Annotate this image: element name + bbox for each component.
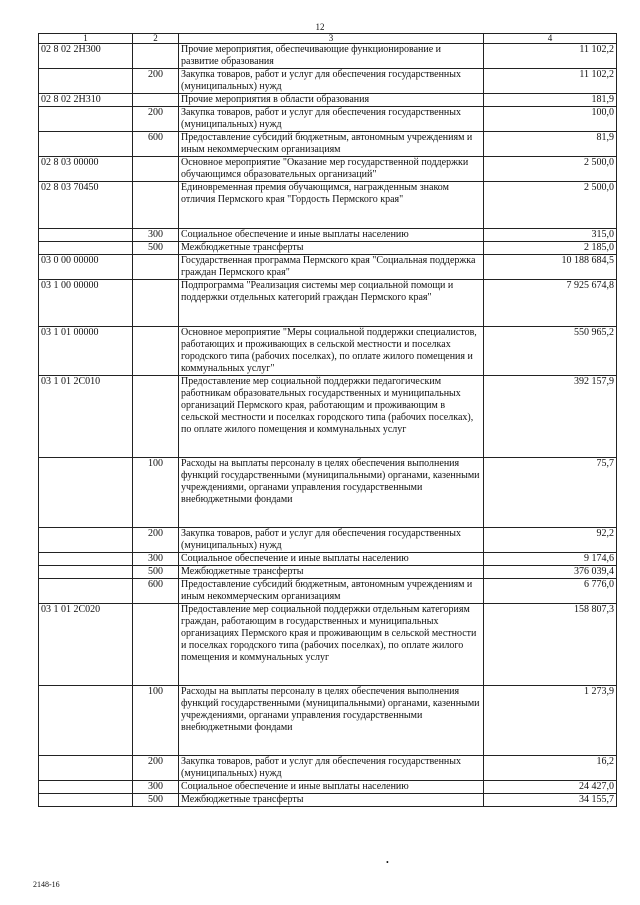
amount-cell: 7 925 674,8 xyxy=(484,280,617,327)
footer-mark: • xyxy=(386,858,389,867)
expense-type-cell xyxy=(133,280,179,327)
table-row xyxy=(39,781,617,794)
amount-cell: 2 185,0 xyxy=(484,242,617,255)
amount-cell: 392 157,9 xyxy=(484,376,617,458)
code-cell: 03 1 01 2С010 xyxy=(39,376,133,458)
table-row xyxy=(39,242,617,255)
expense-type-cell: 600 xyxy=(133,132,179,157)
expense-type-cell: 200 xyxy=(133,756,179,781)
table-row xyxy=(39,182,617,229)
name-cell: Предоставление субсидий бюджетным, автономным учреждениям и иным некоммерческим организациям xyxy=(179,132,484,157)
code-cell xyxy=(39,553,133,566)
table-row xyxy=(39,255,617,280)
name-cell: Расходы на выплаты персоналу в целях обеспечения выполнения функций государственными (муниципальными) органами, казенными учреждениями, органами управления государственными внебюджетными фондами xyxy=(179,686,484,756)
expense-type-cell: 500 xyxy=(133,566,179,579)
name-cell: Расходы на выплаты персоналу в целях обеспечения выполнения функций государственными (муниципальными) органами, казенными учреждениями, органами управления государственными внебюджетными фондами xyxy=(179,458,484,528)
table-row xyxy=(39,69,617,94)
name-cell: Межбюджетные трансферты xyxy=(179,566,484,579)
column-header-1: 1 xyxy=(39,34,133,44)
header-row xyxy=(39,34,617,44)
amount-cell: 92,2 xyxy=(484,528,617,553)
name-cell: Основное мероприятие "Оказание мер государственной поддержки обучающимся образовательных организаций" xyxy=(179,157,484,182)
name-cell: Межбюджетные трансферты xyxy=(179,242,484,255)
table-row xyxy=(39,94,617,107)
table-row xyxy=(39,604,617,686)
table-row xyxy=(39,44,617,69)
code-cell xyxy=(39,132,133,157)
table-row xyxy=(39,553,617,566)
column-header-3: 3 xyxy=(179,34,484,44)
expense-type-cell: 200 xyxy=(133,69,179,94)
expense-type-cell: 200 xyxy=(133,107,179,132)
amount-cell: 10 188 684,5 xyxy=(484,255,617,280)
amount-cell: 1 273,9 xyxy=(484,686,617,756)
expense-type-cell xyxy=(133,44,179,69)
code-cell xyxy=(39,756,133,781)
amount-cell: 158 807,3 xyxy=(484,604,617,686)
amount-cell: 376 039,4 xyxy=(484,566,617,579)
expense-type-cell xyxy=(133,94,179,107)
table-row xyxy=(39,107,617,132)
budget-table xyxy=(38,33,617,807)
code-cell xyxy=(39,229,133,242)
expense-type-cell xyxy=(133,604,179,686)
amount-cell: 81,9 xyxy=(484,132,617,157)
expense-type-cell xyxy=(133,376,179,458)
table-row xyxy=(39,280,617,327)
expense-type-cell: 300 xyxy=(133,781,179,794)
table-row xyxy=(39,566,617,579)
name-cell: Прочие мероприятия, обеспечивающие функционирование и развитие образования xyxy=(179,44,484,69)
table-row xyxy=(39,229,617,242)
name-cell: Государственная программа Пермского края "Социальная поддержка граждан Пермского края" xyxy=(179,255,484,280)
expense-type-cell: 500 xyxy=(133,794,179,807)
code-cell xyxy=(39,579,133,604)
name-cell: Предоставление субсидий бюджетным, автономным учреждениям и иным некоммерческим организациям xyxy=(179,579,484,604)
name-cell: Межбюджетные трансферты xyxy=(179,794,484,807)
table-row xyxy=(39,132,617,157)
expense-type-cell: 200 xyxy=(133,528,179,553)
expense-type-cell xyxy=(133,182,179,229)
amount-cell: 315,0 xyxy=(484,229,617,242)
name-cell: Социальное обеспечение и иные выплаты населению xyxy=(179,229,484,242)
amount-cell: 75,7 xyxy=(484,458,617,528)
code-cell: 03 1 00 00000 xyxy=(39,280,133,327)
code-cell: 02 8 02 2Н310 xyxy=(39,94,133,107)
amount-cell: 550 965,2 xyxy=(484,327,617,376)
code-cell xyxy=(39,69,133,94)
amount-cell: 24 427,0 xyxy=(484,781,617,794)
page-number: 12 xyxy=(315,22,325,32)
amount-cell: 9 174,6 xyxy=(484,553,617,566)
expense-type-cell: 100 xyxy=(133,686,179,756)
footer-document-code: 2148-16 xyxy=(33,880,60,889)
column-header-2: 2 xyxy=(133,34,179,44)
name-cell: Предоставление мер социальной поддержки отдельным категориям граждан, работающим в государственных и муниципальных организациях Пермского края и проживающим в сельской местности и поселках городского типа (рабочих поселках), по оплате жилого помещения и коммунальных услуг xyxy=(179,604,484,686)
amount-cell: 2 500,0 xyxy=(484,157,617,182)
name-cell: Закупка товаров, работ и услуг для обеспечения государственных (муниципальных) нужд xyxy=(179,756,484,781)
code-cell xyxy=(39,781,133,794)
name-cell: Предоставление мер социальной поддержки педагогическим работникам образовательных государственных и муниципальных организаций Пермского края, работающим и проживающим в сельской местности и поселках городского типа (рабочих поселках), по оплате жилого помещения и коммунальных услуг xyxy=(179,376,484,458)
table-row xyxy=(39,579,617,604)
name-cell: Прочие мероприятия в области образования xyxy=(179,94,484,107)
expense-type-cell xyxy=(133,327,179,376)
expense-type-cell: 100 xyxy=(133,458,179,528)
expense-type-cell: 500 xyxy=(133,242,179,255)
amount-cell: 34 155,7 xyxy=(484,794,617,807)
expense-type-cell: 300 xyxy=(133,229,179,242)
table-row xyxy=(39,686,617,756)
amount-cell: 11 102,2 xyxy=(484,69,617,94)
expense-type-cell: 300 xyxy=(133,553,179,566)
table-row xyxy=(39,458,617,528)
amount-cell: 2 500,0 xyxy=(484,182,617,229)
table-row xyxy=(39,528,617,553)
code-cell xyxy=(39,686,133,756)
amount-cell: 181,9 xyxy=(484,94,617,107)
column-header-4: 4 xyxy=(484,34,617,44)
amount-cell: 100,0 xyxy=(484,107,617,132)
code-cell xyxy=(39,242,133,255)
name-cell: Закупка товаров, работ и услуг для обеспечения государственных (муниципальных) нужд xyxy=(179,69,484,94)
expense-type-cell xyxy=(133,157,179,182)
code-cell xyxy=(39,566,133,579)
code-cell: 03 1 01 00000 xyxy=(39,327,133,376)
amount-cell: 6 776,0 xyxy=(484,579,617,604)
name-cell: Закупка товаров, работ и услуг для обеспечения государственных (муниципальных) нужд xyxy=(179,528,484,553)
name-cell: Единовременная премия обучающимся, награжденным знаком отличия Пермского края "Гордость Пермского края" xyxy=(179,182,484,229)
table-row xyxy=(39,327,617,376)
expense-type-cell xyxy=(133,255,179,280)
code-cell xyxy=(39,528,133,553)
code-cell xyxy=(39,458,133,528)
code-cell xyxy=(39,794,133,807)
name-cell: Подпрограмма "Реализация системы мер социальной помощи и поддержки отдельных категорий граждан Пермского края" xyxy=(179,280,484,327)
code-cell: 02 8 03 70450 xyxy=(39,182,133,229)
code-cell: 03 1 01 2С020 xyxy=(39,604,133,686)
code-cell: 02 8 02 2Н300 xyxy=(39,44,133,69)
code-cell: 02 8 03 00000 xyxy=(39,157,133,182)
table-row xyxy=(39,756,617,781)
table-row xyxy=(39,157,617,182)
code-cell: 03 0 00 00000 xyxy=(39,255,133,280)
expense-type-cell: 600 xyxy=(133,579,179,604)
table-row xyxy=(39,794,617,807)
name-cell: Социальное обеспечение и иные выплаты населению xyxy=(179,553,484,566)
name-cell: Закупка товаров, работ и услуг для обеспечения государственных (муниципальных) нужд xyxy=(179,107,484,132)
code-cell xyxy=(39,107,133,132)
name-cell: Основное мероприятие "Меры социальной поддержки специалистов, работающих и проживающих в сельской местности и поселках городского типа (рабочих поселках), по оплате жилого помещения и коммунальных услуг" xyxy=(179,327,484,376)
amount-cell: 11 102,2 xyxy=(484,44,617,69)
amount-cell: 16,2 xyxy=(484,756,617,781)
name-cell: Социальное обеспечение и иные выплаты населению xyxy=(179,781,484,794)
table-row xyxy=(39,376,617,458)
